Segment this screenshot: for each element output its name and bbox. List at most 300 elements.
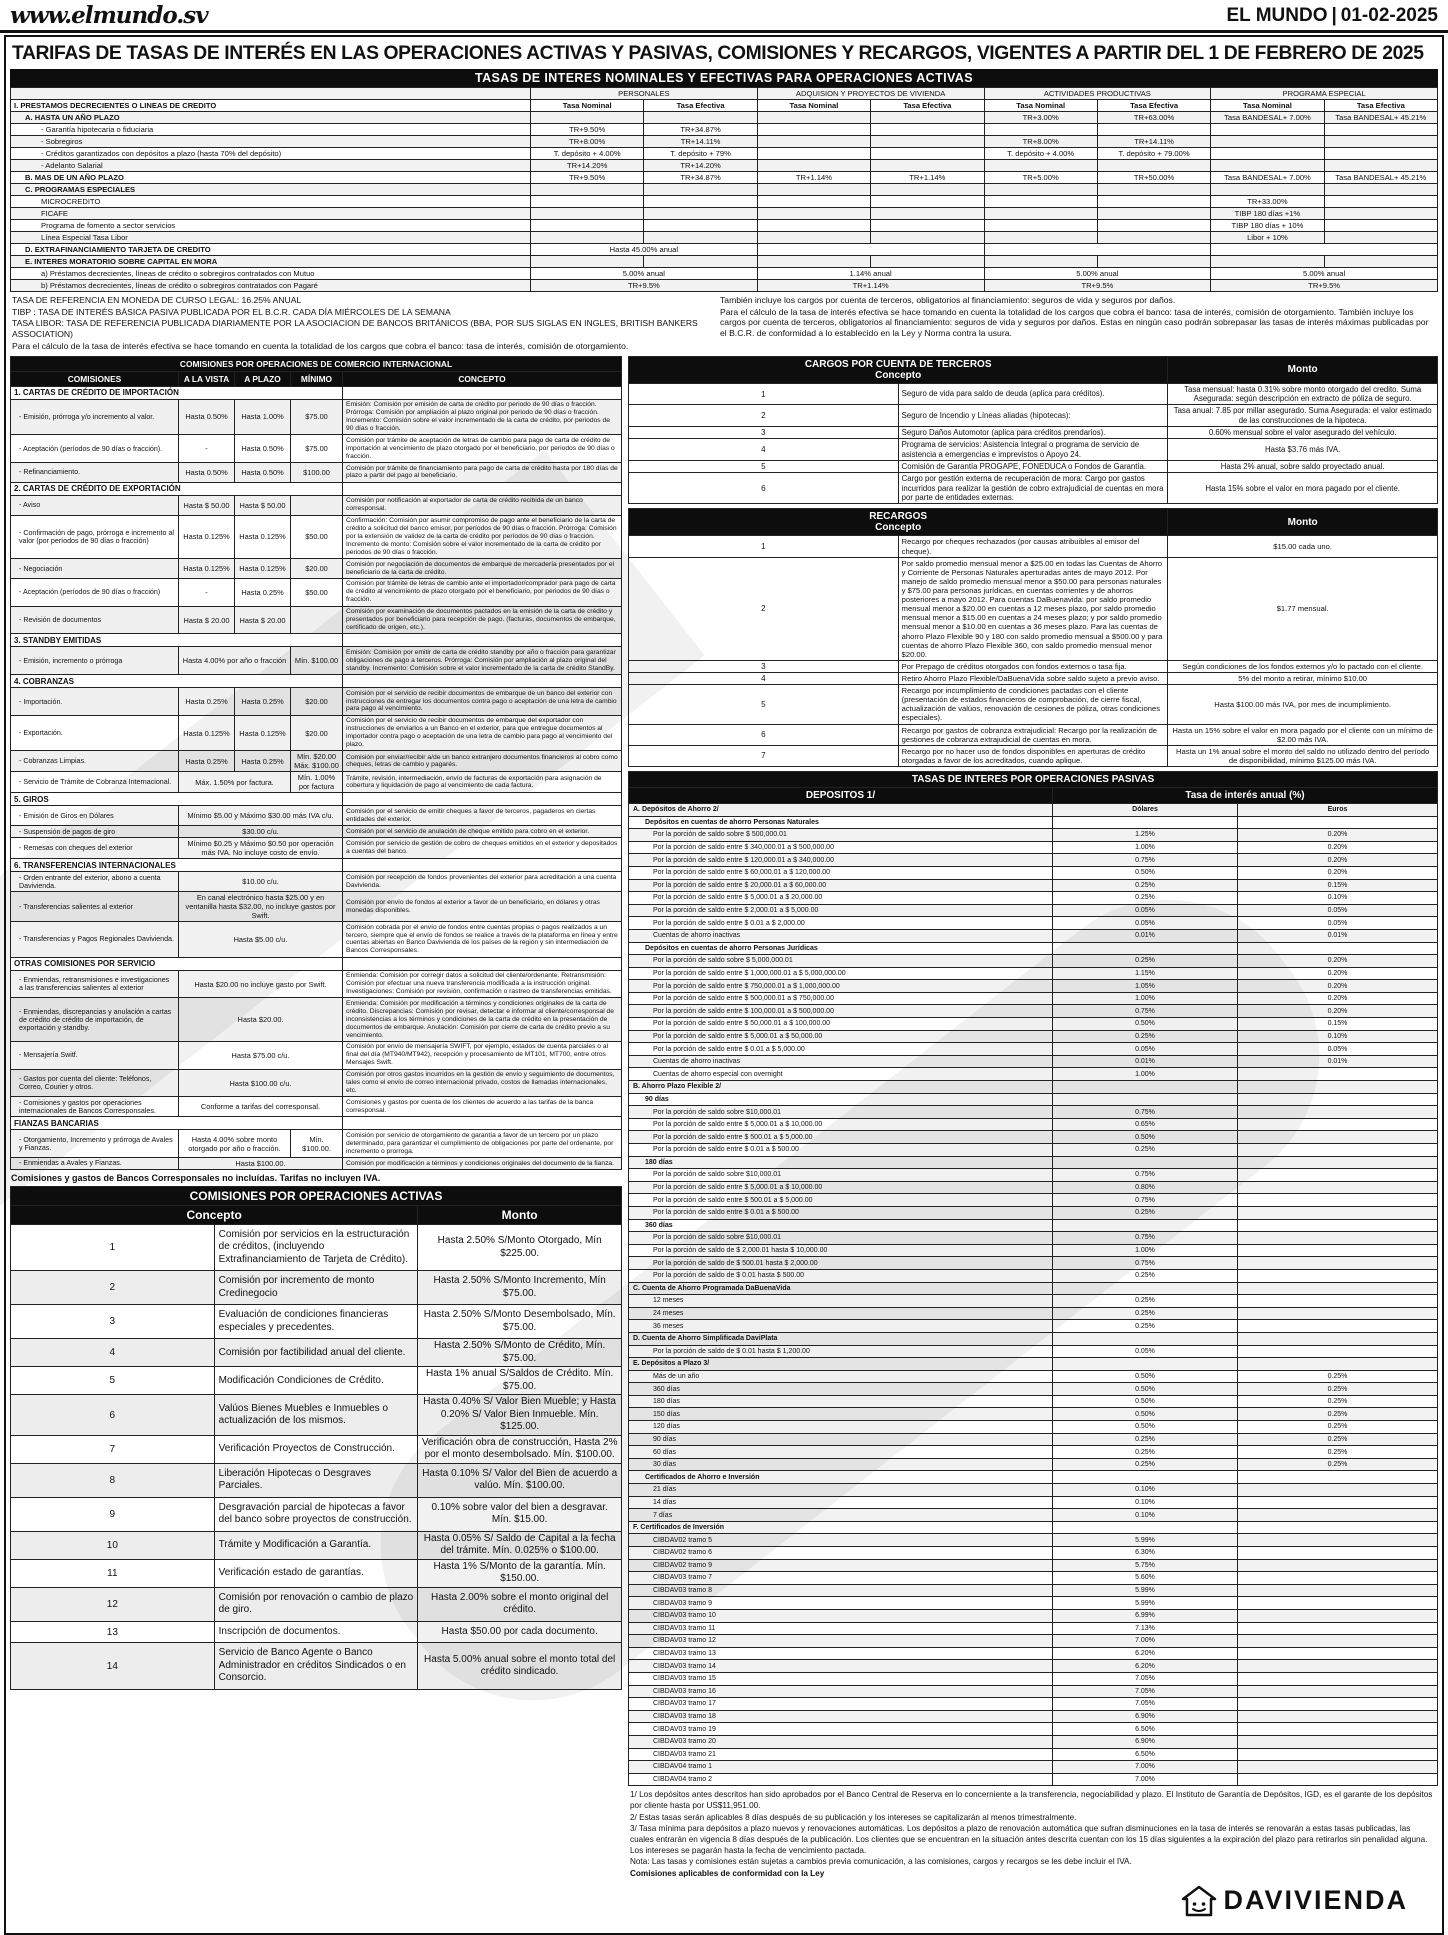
cell: $15.00 cada uno. (1168, 536, 1438, 557)
cell: Hasta 15% sobre el valor en mora pagado por el cliente. (1168, 473, 1438, 504)
cell (984, 124, 1097, 136)
cell: Confirmación: Comisión por asumir compromiso de pago ante el beneficiario de la carta de crédito a solicitud del banco emisor, por períodos de 90 días o fracción. Prórroga: Comisión por la extensión de validez de la carta de crédito por períodos de 90 días o fracción. Incremento de monto: Comisión sobre el valor incrementado de la carta de crédito por periodos de 90 días o fracción. (343, 515, 622, 559)
cell: Hasta $20.00 no incluye gasto por Swift. (179, 970, 343, 998)
cell (1053, 816, 1238, 829)
cell: Emisión: Comisión por emitir de carta de crédito standby por año o fracción para garantizar obligaciones de pago a terceros. Prórroga: Comisión por ampliación al plazo original del standby. Incremento: Comisión sobre el valor incrementado de la carta de crédito StandBy. (343, 647, 622, 675)
cell: Comisión por trámite de letras de cambio ante el importador/comprador para pago de carta de crédito al vencimiento de plazo otorgado por el beneficiario, por periodos de 90 días o fracción. (343, 578, 622, 606)
cell: 21 días (629, 1484, 1053, 1497)
table-row (11, 806, 622, 826)
cell (757, 196, 870, 208)
cell: 150 días (629, 1408, 1053, 1421)
cell: 0.25% (1053, 1030, 1238, 1043)
table-row (11, 872, 622, 892)
cell: TR+8.00% (984, 136, 1097, 148)
cell: - Comisiones y gastos por operaciones internacionales de Bancos Corresponsales. (11, 1097, 179, 1117)
cell: - Transferencias salientes al exterior (11, 892, 179, 922)
table-row (629, 1748, 1438, 1761)
cell (1238, 1232, 1438, 1245)
cell: Hasta 0.50% (235, 435, 291, 463)
table-row (11, 1041, 622, 1069)
cell: 0.75% (1053, 1194, 1238, 1207)
davivienda-wordmark: DAVIVIENDA (1223, 1885, 1408, 1916)
cell: Por la porción de saldo de $ 2,000.01 hasta $ 10,000.00 (629, 1244, 1053, 1257)
cell: Emisión: Comisión por emisión de carta de crédito por periodo de 90 días o fracción. Prórroga: Comisión por ampliación al plazo original por periodo de 90 días o fracción. Incremento: Comisión sobre el valor incrementado de la carta de crédito, por periodos de 90 días o fracción. (343, 399, 622, 435)
cell (1211, 256, 1324, 268)
cell: Mín. $100.00. (291, 1130, 343, 1158)
cell (984, 256, 1097, 268)
cell: Comisión por el servicio de emitir cheques a favor de terceros, pagaderos en ciertas entidades del exterior. (343, 806, 622, 826)
cell: Comisión por envío de fondos al exterior a favor de un beneficiario, en dólares y otras monedas disponibles. (343, 892, 622, 922)
cell (343, 1117, 622, 1130)
cell: 0.20% (1238, 992, 1438, 1005)
cell: 1 (629, 383, 899, 405)
cell: 5.99% (1053, 1597, 1238, 1610)
cell: Por la porción de saldo sobre $ 500,000.01 (629, 829, 1053, 842)
cell: Hasta $75.00 c/u. (179, 1041, 343, 1069)
cell: Mín. 1.00% por factura (291, 772, 343, 793)
cell: Comisión cobrada por el envío de fondos entre cuentas propias o pagos realizados a un tercero, siempre que el envío de fondos se realice a través de la plataforma en línea y entre cuentas abiertas en Banco Davivienda de los países de la región y sin intermediación de Bancos Corresponsales. (343, 922, 622, 958)
cell: - (179, 435, 235, 463)
table-row (11, 634, 622, 647)
table-row (629, 1206, 1438, 1219)
cell: CIBDAV03 tramo 21 (629, 1748, 1053, 1761)
table-row (11, 244, 1438, 256)
cell: Hasta 0.125% (179, 559, 235, 579)
cell: Tasa BANDESAL+ 45.21% (1324, 172, 1437, 184)
cell: ACTIVIDADES PRODUCTIVAS (984, 88, 1211, 100)
cell (531, 208, 644, 220)
cell: Comisión por servicios en la estructuración de créditos, (incluyendo Extrafinanciamiento de Tarjeta de Crédito). (214, 1224, 418, 1271)
table-row (629, 904, 1438, 917)
table-row (629, 1685, 1438, 1698)
cell (1238, 816, 1438, 829)
cell: TR+9.50% (531, 124, 644, 136)
cell: 5 (11, 1367, 215, 1395)
cell: Hasta 0.50% (235, 463, 291, 483)
cell: OTRAS COMISIONES POR SERVICIO (11, 957, 343, 970)
cell: T. depósito + 79% (644, 148, 757, 160)
cell: 1. CARTAS DE CRÉDITO DE IMPORTACIÓN (11, 386, 343, 399)
cell: CIBDAV03 tramo 19 (629, 1723, 1053, 1736)
cell: $20.00 (291, 688, 343, 716)
cell (871, 160, 984, 172)
cell (644, 112, 757, 124)
cell: Recargo por cheques rechazados (por causas atribuibles al emisor del cheque). (898, 536, 1168, 557)
cell: TIBP 180 días + 10% (1211, 220, 1324, 232)
table-row (629, 1672, 1438, 1685)
cell: Mín. $100.00 (291, 647, 343, 675)
newspaper-date (1226, 5, 1438, 27)
comercio-table (10, 356, 622, 1170)
cell: 6 (11, 1395, 215, 1436)
cell: PERSONALES (531, 88, 758, 100)
cell: 0.20% (1238, 967, 1438, 980)
cell: a) Préstamos decrecientes, líneas de crédito o sobregiros contratados con Mutuo (11, 268, 531, 280)
cell: 6.99% (1053, 1609, 1238, 1622)
cell: CIBDAV03 tramo 11 (629, 1622, 1053, 1635)
table-row (629, 854, 1438, 867)
cell: 0.25% (1053, 1206, 1238, 1219)
table-row (629, 383, 1438, 405)
cell (1238, 1635, 1438, 1648)
cell: 0.10% (1053, 1509, 1238, 1522)
cell: Por la porción de saldo entre $ 500,000.01 a $ 750,000.00 (629, 992, 1053, 1005)
table-header-row (629, 356, 1438, 383)
table-row (629, 1282, 1438, 1295)
cell: $20.00 (291, 715, 343, 751)
cell: Euros (1238, 803, 1438, 816)
cell: 0.05% (1238, 904, 1438, 917)
cell: 0.01% (1053, 929, 1238, 942)
cell: 1.00% (1053, 992, 1238, 1005)
note-line: También incluye los cargos por cuenta de terceros, obligatorios al financiamiento: seguros de vida y seguros por daños. (720, 295, 1176, 305)
cell: Por la porción de saldo entre $ 2,000.01 a $ 5,000.00 (629, 904, 1053, 917)
cell: Hasta 4.00% por año o fracción (179, 647, 291, 675)
cell: Por la porción de saldo entre $ 500.01 a $ 5,000.00 (629, 1194, 1053, 1207)
table-row (629, 1345, 1438, 1358)
cell (343, 793, 622, 806)
cell: - Transferencias y Pagos Regionales Davivienda. (11, 922, 179, 958)
cell: 5.75% (1053, 1559, 1238, 1572)
table-row (11, 957, 622, 970)
cell: CIBDAV03 tramo 18 (629, 1710, 1053, 1723)
cell: 6.20% (1053, 1647, 1238, 1660)
cell: Comisión por renovación o cambio de plazo de giro. (214, 1587, 418, 1621)
cell: E. Depósitos a Plazo 3/ (629, 1358, 1053, 1371)
cell: Liberación Hipotecas o Desgraves Parciales. (214, 1463, 418, 1497)
table-row (11, 970, 622, 998)
cell (1238, 1295, 1438, 1308)
table-row (11, 1395, 622, 1436)
davivienda-house-icon (1181, 1885, 1217, 1917)
table-row (11, 184, 1438, 196)
page-title: TARIFAS DE TASAS DE INTERÉS EN LAS OPERACIONES ACTIVAS Y PASIVAS, COMISIONES Y RECARGOS, VIGENTES A PARTIR DEL 1 DE FEBRERO DE 2025 (11, 42, 1424, 64)
cell: - Remesas con cheques del exterior (11, 838, 179, 859)
cell (1238, 1597, 1438, 1610)
footnote-line: 1/ Los depósitos antes descritos han sido aprobados por el Banco Central de Reserva en lo concerniente a la transferencia, negociabilidad y plazo. El Instituto de Garantía de Depósitos, IGD, es el garante de los depósitos por cliente hasta por US$11,951.00. (630, 1790, 1433, 1810)
cell: Según condiciones de los fondos externos y/o lo pactado con el cliente. (1168, 660, 1438, 672)
cell (1324, 136, 1437, 148)
cell (531, 196, 644, 208)
cell (984, 220, 1097, 232)
table-row (11, 196, 1438, 208)
table-row (629, 1773, 1438, 1786)
cell: 5.60% (1053, 1572, 1238, 1585)
cell: 0.05% (1238, 917, 1438, 930)
cell: 1.15% (1053, 967, 1238, 980)
cell (11, 88, 531, 100)
cell: 14 (11, 1643, 215, 1690)
cell (291, 495, 343, 515)
notes-right (720, 295, 1436, 353)
cell (1238, 1257, 1438, 1270)
cell: Hasta $ 50.00 (235, 495, 291, 515)
table-row (629, 841, 1438, 854)
cell: Tasa Efectiva (1097, 100, 1210, 112)
cell: Recargo por no hacer uso de fondos disponibles en aperturas de crédito otorgadas a favor de los acreditados, cuando aplique. (898, 745, 1168, 766)
cell: F. Certificados de Inversión (629, 1521, 1053, 1534)
table-row (629, 1232, 1438, 1245)
column-header: MÍNIMO (291, 371, 343, 386)
cell: CIBDAV03 tramo 12 (629, 1635, 1053, 1648)
cell: A. HASTA UN AÑO PLAZO (11, 112, 531, 124)
cell: TR+1.14% (871, 172, 984, 184)
cell: Hasta 1.00% (235, 399, 291, 435)
cell: - (179, 578, 235, 606)
cell: Por la porción de saldo de $ 0.01 hasta $ 500.00 (629, 1269, 1053, 1282)
cell: Por la porción de saldo entre $ 750,000.01 a $ 1,000,000.00 (629, 980, 1053, 993)
cell (1238, 1194, 1438, 1207)
cell: 0.25% (1053, 1320, 1238, 1333)
cell: 120 días (629, 1421, 1053, 1434)
cell: Comisión por el servicio de anulación de cheque emitido para cobro en el exterior. (343, 826, 622, 838)
cell: 2 (11, 1271, 215, 1305)
cell: 7 días (629, 1509, 1053, 1522)
table-row (11, 1559, 622, 1587)
cell: 6 (629, 724, 899, 745)
table-row (629, 660, 1438, 672)
cell: 0.80% (1053, 1181, 1238, 1194)
cell (1238, 1106, 1438, 1119)
cell: Hasta 0.25% (235, 688, 291, 716)
table-row (11, 1224, 622, 1271)
cell: 6 (629, 473, 899, 504)
cell: CIBDAV02 tramo 5 (629, 1534, 1053, 1547)
table-row (629, 803, 1438, 816)
cell: Dólares (1053, 803, 1238, 816)
table-row (11, 793, 622, 806)
table-row (11, 838, 622, 859)
cell: 0.25% (1053, 1269, 1238, 1282)
cell: - Negociación (11, 559, 179, 579)
cell: Hasta 0.25% (235, 578, 291, 606)
cell: TR+34.87% (644, 172, 757, 184)
table-row (629, 1597, 1438, 1610)
cell: Por la porción de saldo entre $ 120,000.01 a $ 340,000.00 (629, 854, 1053, 867)
table-row (629, 1244, 1438, 1257)
cell (1238, 1723, 1438, 1736)
cell: Enmienda: Comisión por modificación a términos y condiciones originales de la carta de crédito. Discrepancias: Comisión por revisar, detectar e informar al cliente/corresponsal de inconsistencias a los términos y condiciones de la carta de crédito en la presentación de documentos de embarque. Anulación: Comisión por cierre de carta de crédito previo a su vencimiento. (343, 998, 622, 1042)
cell: TR+34.87% (644, 124, 757, 136)
cell: 1 (629, 536, 899, 557)
cell: 6.50% (1053, 1748, 1238, 1761)
cell (644, 184, 757, 196)
cell (1238, 1710, 1438, 1723)
table-row (11, 100, 1438, 112)
cell: CIBDAV04 tramo 2 (629, 1773, 1053, 1786)
cell (1053, 1282, 1238, 1295)
cell: Hasta 1% anual S/Saldos de Crédito. Mín. $75.00. (418, 1367, 622, 1395)
cell (1053, 1332, 1238, 1345)
table-row (11, 208, 1438, 220)
cell: Comisión por trámite de financiamiento para pago de carta de crédito hasta por 180 días de plazo a partir del pago al beneficiario. (343, 463, 622, 483)
table-row (629, 1534, 1438, 1547)
cell (1238, 1572, 1438, 1585)
cell: Hasta 0.25% (179, 751, 235, 772)
table-row (629, 1660, 1438, 1673)
cell: - Adelanto Salarial (11, 160, 531, 172)
cell: Hasta 0.125% (235, 715, 291, 751)
cell: - Suspensión de pagos de giro (11, 826, 179, 838)
cell: 1.05% (1053, 980, 1238, 993)
table-row (11, 578, 622, 606)
cell: B. Ahorro Plazo Flexible 2/ (629, 1081, 1053, 1094)
cell: $75.00 (291, 435, 343, 463)
cell: Comisión por servicio de gestión de cobro de cheques emitidos en el exterior y depositados a cuentas del banco. (343, 838, 622, 859)
cell (644, 220, 757, 232)
cell (1238, 1471, 1438, 1484)
cell: 0.20% (1238, 1005, 1438, 1018)
cell: 90 días (629, 1093, 1053, 1106)
cell: Recargo por gastos de cobranza extrajudicial: Recargo por la realización de gestiones de cobranza extrajudicial de cuentas en mora. (898, 724, 1168, 745)
cell: Comisión por envío de mensajería SWIFT, por ejemplo, estados de cuenta parciales o al final del día (MT940/MT942), recepción y procesamiento de MT101, MT700, entre otros Mensajes Swift. (343, 1041, 622, 1069)
cell (757, 160, 870, 172)
cell: $100.00 (291, 463, 343, 483)
cell: 0.25% (1238, 1433, 1438, 1446)
table-row (629, 1723, 1438, 1736)
cell: 6.50% (1053, 1723, 1238, 1736)
cell: Mínimo $5.00 y Máximo $30.00 más IVA c/u. (179, 806, 343, 826)
table-row (629, 816, 1438, 829)
note-line: Para el cálculo de la tasa de interés efectiva se hace tomando en cuenta la totalidad de los cargos que cobra el banco: tasa de interés, comisión de otorgamiento. También incluye los cargos por cuenta de terceros, obligatorios al financiamiento: seguros de vida y seguros por daños. Estas en ningún caso podrán sobrepasar las tasas de interés máximas publicadas por el B.C.R. de conformidad a lo establecido en la Ley y Norma contra la usura. (720, 306, 1429, 339)
cell: 13 (11, 1621, 215, 1643)
cell: - Revisión de documentos (11, 606, 179, 634)
cell: 0.75% (1053, 854, 1238, 867)
column-header: A PLAZO (235, 371, 291, 386)
table-row (11, 1497, 622, 1531)
cell: Programa de servicios: Asistencia Integral o programa de servicio de asistencia a emergencias e imprevistos o Apoyo 24. (898, 439, 1168, 461)
table-row (11, 124, 1438, 136)
table-row (11, 232, 1438, 244)
cell: Hasta 0.25% (235, 751, 291, 772)
cell: Por la porción de saldo sobre $10,000.01 (629, 1232, 1053, 1245)
cell: 0.25% (1053, 879, 1238, 892)
cell: 7.13% (1053, 1622, 1238, 1635)
page-sheet (4, 35, 1444, 1935)
table-row (629, 1018, 1438, 1031)
cell: 0.25% (1053, 1433, 1238, 1446)
cell: 7 (629, 745, 899, 766)
cell: Tasa mensual: hasta 0.31% sobre monto otorgado del credito. Suma Asegurada: según descripción en extracto de póliza de seguro. (1168, 383, 1438, 405)
cell: Hasta 0.125% (235, 515, 291, 559)
cell: 1 (11, 1224, 215, 1271)
cell (757, 208, 870, 220)
cell: Hasta 0.125% (179, 715, 235, 751)
table-row (11, 1587, 622, 1621)
table-row (11, 1130, 622, 1158)
cell: Tasa Nominal (531, 100, 644, 112)
table-row (11, 859, 622, 872)
cell: 9 (11, 1497, 215, 1531)
cell (757, 244, 984, 256)
table-row (629, 427, 1438, 439)
note-line: TASA DE REFERENCIA EN MONEDA DE CURSO LEGAL: 16.25% ANUAL (12, 295, 302, 305)
cell: - Sobregiros (11, 136, 531, 148)
table-row (629, 1358, 1438, 1371)
cell: Hasta $100.00 c/u. (179, 1069, 343, 1097)
table-row (11, 268, 1438, 280)
table-row (629, 536, 1438, 557)
cell: CIBDAV04 tramo 1 (629, 1761, 1053, 1774)
table-row (629, 1584, 1438, 1597)
table-row (629, 1572, 1438, 1585)
cell: - Créditos garantizados con depósitos a plazo (hasta 70% del depósito) (11, 148, 531, 160)
cell: 60 días (629, 1446, 1053, 1459)
cell: - Aceptación (períodos de 90 días o fracción) (11, 578, 179, 606)
col-concepto: Concepto (11, 1205, 418, 1224)
cell: D. Cuenta de Ahorro Simplificada DaviPlata (629, 1332, 1053, 1345)
column-header: A LA VISTA (179, 371, 235, 386)
cell: 0.75% (1053, 1232, 1238, 1245)
table-row (629, 1118, 1438, 1131)
table-row (629, 473, 1438, 504)
cell: 0.20% (1238, 955, 1438, 968)
cell: Recargo por incumplimiento de condiciones pactadas con el cliente (presentación de estados financieros de comprobación, de cierre fiscal, actualización de valúos, renovación de cesiones de póliza, otras condiciones especiales). (898, 685, 1168, 724)
cell: 7.00% (1053, 1773, 1238, 1786)
cell: TR+3.00% (984, 112, 1097, 124)
cell: 5.00% anual (531, 268, 758, 280)
table-row (629, 1609, 1438, 1622)
site-url: www.elmundo.sv (10, 2, 208, 29)
table-header-row (11, 1205, 622, 1224)
cell (1238, 1269, 1438, 1282)
table-row (11, 826, 622, 838)
cell: Comisión por notificación al exportador de carta de crédito recibida de un banco corresponsal. (343, 495, 622, 515)
cell: 4 (11, 1339, 215, 1367)
table-row (11, 922, 622, 958)
cell: Por la porción de saldo entre $ 100,000.01 a $ 500,000.00 (629, 1005, 1053, 1018)
cell (1238, 1521, 1438, 1534)
cell: - Enmiendas, discrepancias y anulación a cartas de crédito de crédito de importación, de exportación y standby. (11, 998, 179, 1042)
cell (871, 232, 984, 244)
cell: CIBDAV03 tramo 8 (629, 1584, 1053, 1597)
cell: 30 días (629, 1458, 1053, 1471)
cell (1211, 244, 1438, 256)
cell: Por la porción de saldo sobre $10,000.01 (629, 1169, 1053, 1182)
cell: Por la porción de saldo entre $ 0.01 a $ 500.00 (629, 1144, 1053, 1157)
cell (531, 184, 644, 196)
cell: C. PROGRAMAS ESPECIALES (11, 184, 531, 196)
cell: 3. STANDBY EMITIDAS (11, 634, 343, 647)
cell: 6. TRANSFERENCIAS INTERNACIONALES (11, 859, 343, 872)
cell: TR+9.50% (531, 172, 644, 184)
cell (1238, 1672, 1438, 1685)
cell: 6.90% (1053, 1710, 1238, 1723)
cell: TR+9.5% (531, 280, 758, 292)
cell: 0.75% (1053, 1106, 1238, 1119)
cell: Comisión por incremento de monto Credinegocio (214, 1271, 418, 1305)
cell (1211, 160, 1324, 172)
table-row (629, 1395, 1438, 1408)
cell: 0.75% (1053, 1005, 1238, 1018)
cell: T. depósito + 4.00% (984, 148, 1097, 160)
note-line: Para el cálculo de la tasa de interés efectiva se hace tomando en cuenta la totalidad de los cargos que cobra el banco: tasa de interés, comisión de otorgamiento. (12, 340, 629, 351)
table-row (629, 967, 1438, 980)
cell: Hasta 45.00% anual (531, 244, 758, 256)
activas-table (10, 87, 1438, 292)
cell: 180 días (629, 1156, 1053, 1169)
cell: 0.25% (1053, 1307, 1238, 1320)
cell: $10.00 c/u. (179, 872, 343, 892)
table-row (629, 1710, 1438, 1723)
cell: 36 meses (629, 1320, 1053, 1333)
cell: 0.65% (1053, 1118, 1238, 1131)
cell: Comisiones y gastos por cuenta de los clientes de acuerdo a las tarifas de la banca corresponsal. (343, 1097, 622, 1117)
table-header-row (11, 1186, 622, 1205)
cell: 0.50% (1053, 866, 1238, 879)
cell (291, 606, 343, 634)
cell: CIBDAV03 tramo 10 (629, 1609, 1053, 1622)
